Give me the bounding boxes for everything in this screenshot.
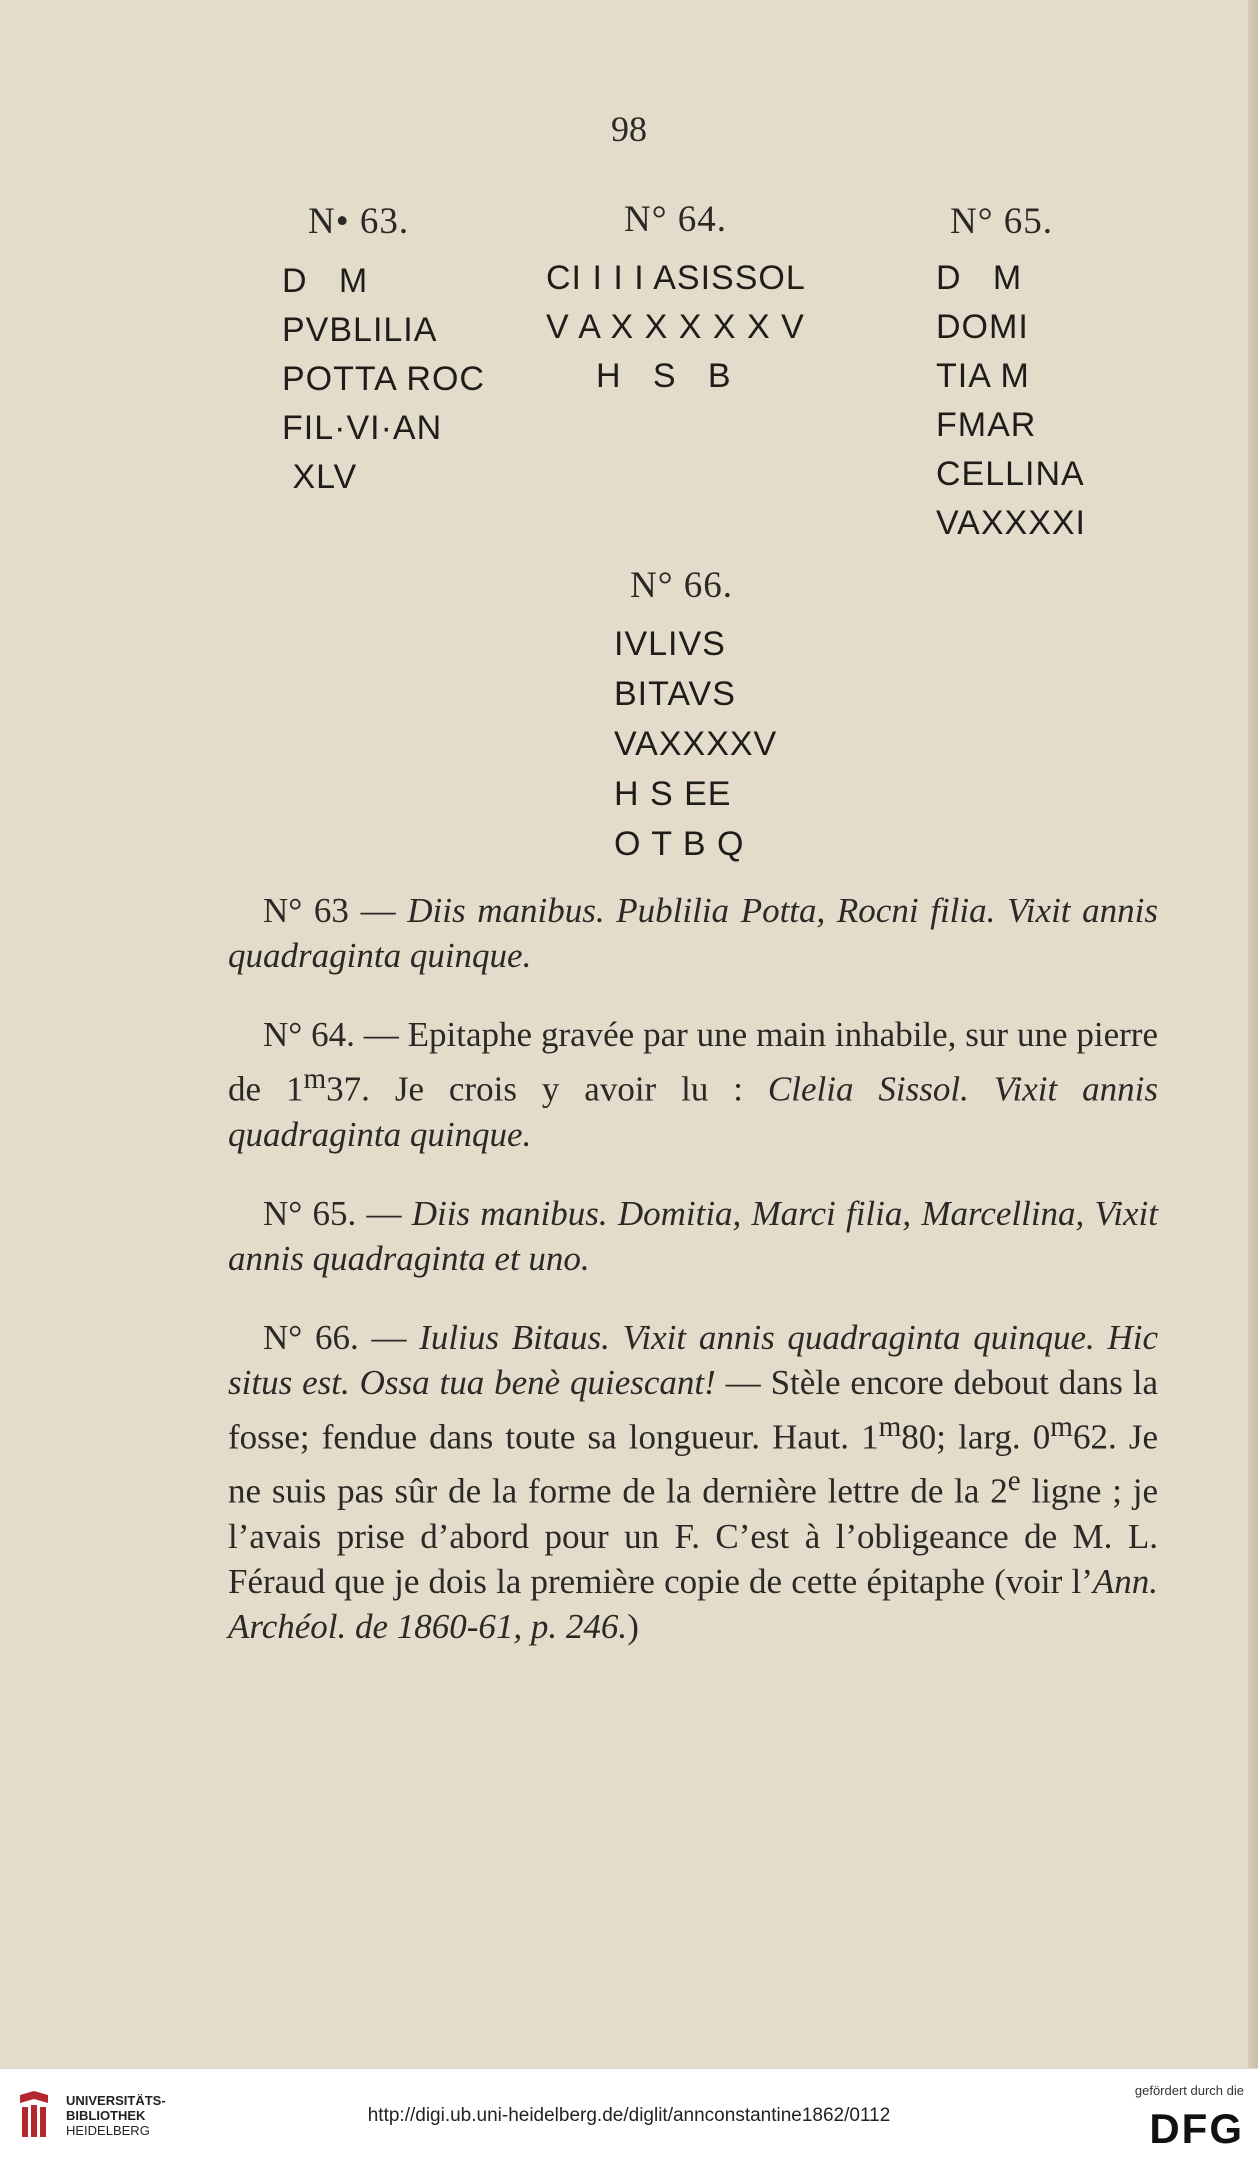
commentary-64: N° 64. — Epitaphe gravée par une main inhabile, sur une pierre de 1$^m$37. Je crois y avoir lu : Clelia Sissol. Vixit annis quadraginta quinque. — [228, 1015, 1158, 1154]
latin-reading: Diis manibus. Publilia Potta, Rocni filia. Vixit annis quadraginta quinque. — [228, 891, 1159, 975]
inscription-line: VAXXXXI — [936, 504, 1086, 542]
inscription-line: PVBLILIA — [282, 311, 438, 349]
inscription-line: H S B — [596, 357, 732, 395]
latin-reading: Clelia Sissol. Vixit annis quadraginta quinque. — [228, 1069, 1158, 1154]
inscription-line: D M — [936, 259, 1023, 297]
funded-by-label: gefördert durch die — [1134, 2083, 1244, 2098]
entry-number: N° 64. — [263, 1015, 355, 1054]
latin-reading: Iulius Bitaus. Vixit annis quadraginta quinque. Hic situs est. Ossa tua benè quiescant! — [228, 1317, 1158, 1402]
inscription-line: CI I I I ASISSOL — [546, 259, 806, 297]
inscription-line: BITAVS — [614, 675, 736, 713]
inscription-line: FIL·VI·AN — [282, 409, 443, 447]
bibliographic-reference: Ann. Archéol. de 1860-61, p. 246. — [228, 1561, 1158, 1646]
inscription-line: O T B Q — [614, 825, 745, 863]
latin-reading: Diis manibus. Domitia, Marci filia, Marcellina, Vixit annis quadraginta et uno. — [228, 1193, 1159, 1278]
inscription-64-text — [546, 254, 806, 401]
inscription-63-text — [282, 257, 485, 502]
inscription-line: H S EE — [614, 775, 732, 813]
inscription-line: CELLINA — [936, 455, 1085, 493]
inscription-line: XLV — [282, 458, 358, 496]
permalink-url[interactable]: http://digi.ub.uni-heidelberg.de/diglit/annconstantine1862/0112 — [367, 2105, 891, 2126]
inscription-line: TIA M — [936, 357, 1030, 395]
library-name: UNIVERSITÄTS- BIBLIOTHEK HEIDELBERG — [66, 2093, 166, 2138]
inscription-line: IVLIVS — [614, 625, 726, 663]
inscription-line: FMAR — [936, 406, 1037, 444]
inscription-66-heading: N° 66. — [630, 565, 734, 606]
inscription-64-heading: N° 64. — [624, 199, 728, 240]
inscription-line: VAXXXXV — [614, 725, 778, 763]
inscription-line: V A X X X X X V — [546, 308, 805, 346]
inscription-63-heading: N• 63. — [308, 201, 410, 242]
footer-bar — [0, 2068, 1258, 2163]
inscription-65-heading: N° 65. — [950, 201, 1054, 242]
dfg-logo: DFG — [1149, 2105, 1244, 2152]
commentary-66: N° 66. — Iulius Bitaus. Vixit annis quadraginta quinque. Hic situs est. Ossa tua benè quiescant! — Stèle encore debout dans la fosse; fendue dans toute sa longueur. Haut. 1$^m$80; larg. 0$^m$62. Je ne suis pas sûr de la forme de la dernière lettre de la 2e ligne ; je l’avais prise d’abord pour un F. C’est à l’obligeance de M. L. Féraud que je dois la première copie de cette épitaphe (voir l’Ann. Archéol. de 1860-61, p. 246.) — [228, 1317, 1158, 1646]
entry-number: N° 65. — [263, 1193, 357, 1233]
inscription-line: POTTA ROC — [282, 360, 485, 398]
inscription-line: D M — [282, 262, 369, 300]
commentary-65: N° 65. — Diis manibus. Domitia, Marci filia, Marcellina, Vixit annis quadraginta et uno. — [228, 1193, 1159, 1278]
page-edge — [1248, 0, 1258, 2068]
page-number: 98 — [611, 109, 647, 149]
entry-number: N° 63 — [263, 891, 349, 930]
inscription-66-text — [614, 619, 777, 869]
commentary-63: N° 63 — Diis manibus. Publilia Potta, Rocni filia. Vixit annis quadraginta quinque. — [228, 891, 1159, 975]
commentary — [228, 888, 1158, 1683]
inscription-line: DOMI — [936, 308, 1029, 346]
entry-number: N° 66. — [263, 1317, 359, 1357]
inscription-65-text — [936, 254, 1086, 548]
